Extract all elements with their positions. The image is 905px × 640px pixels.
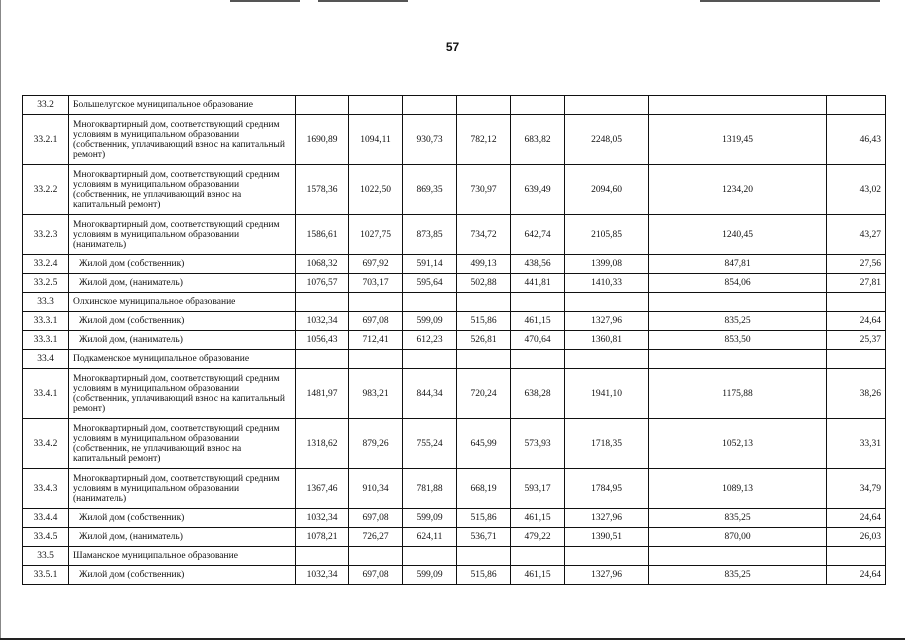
value-cell: 34,79 — [827, 469, 886, 509]
value-cell: 1586,61 — [296, 215, 349, 255]
table-row — [23, 165, 886, 215]
value-cell: 683,82 — [511, 115, 565, 165]
table-row — [23, 312, 886, 331]
value-cell — [403, 96, 457, 115]
value-cell: 1032,34 — [296, 509, 349, 528]
value-cell: 43,02 — [827, 165, 886, 215]
value-cell: 835,25 — [649, 509, 827, 528]
housing-type: Жилой дом (собственник) — [69, 312, 296, 331]
value-cell: 1068,32 — [296, 255, 349, 274]
row-code: 33.2.1 — [23, 115, 69, 165]
value-cell: 668,19 — [457, 469, 511, 509]
value-cell: 726,27 — [349, 528, 403, 547]
section-row — [23, 350, 886, 369]
value-cell: 536,71 — [457, 528, 511, 547]
value-cell — [403, 547, 457, 566]
value-cell: 697,08 — [349, 509, 403, 528]
table-row — [23, 215, 886, 255]
page-number: 57 — [445, 40, 460, 54]
value-cell — [349, 293, 403, 312]
value-cell: 853,50 — [649, 331, 827, 350]
value-cell: 930,73 — [403, 115, 457, 165]
municipality-name: Большелугское муниципальное образование — [69, 96, 296, 115]
table-row — [23, 331, 886, 350]
value-cell: 438,56 — [511, 255, 565, 274]
value-cell: 835,25 — [649, 566, 827, 585]
value-cell: 1240,45 — [649, 215, 827, 255]
value-cell — [349, 547, 403, 566]
value-cell — [827, 547, 886, 566]
value-cell: 782,12 — [457, 115, 511, 165]
housing-type: Жилой дом (собственник) — [69, 566, 296, 585]
tariff-table — [22, 95, 886, 585]
value-cell: 910,34 — [349, 469, 403, 509]
value-cell — [511, 350, 565, 369]
row-code: 33.3.1 — [23, 312, 69, 331]
value-cell: 27,81 — [827, 274, 886, 293]
table-row — [23, 509, 886, 528]
value-cell: 1078,21 — [296, 528, 349, 547]
value-cell: 703,17 — [349, 274, 403, 293]
value-cell: 755,24 — [403, 419, 457, 469]
value-cell: 1784,95 — [565, 469, 649, 509]
value-cell — [296, 350, 349, 369]
page-left-edge — [0, 0, 1, 640]
value-cell: 1327,96 — [565, 509, 649, 528]
municipality-name: Шаманское муниципальное образование — [69, 547, 296, 566]
value-cell: 1360,81 — [565, 331, 649, 350]
row-code: 33.4.4 — [23, 509, 69, 528]
housing-type: Многоквартирный дом, соответствующий средним условиям в муниципальном образовании (наниматель) — [69, 469, 296, 509]
value-cell — [511, 293, 565, 312]
value-cell: 502,88 — [457, 274, 511, 293]
value-cell: 479,22 — [511, 528, 565, 547]
row-code: 33.2.3 — [23, 215, 69, 255]
table-row — [23, 274, 886, 293]
value-cell: 1318,62 — [296, 419, 349, 469]
value-cell: 1022,50 — [349, 165, 403, 215]
value-cell: 1690,89 — [296, 115, 349, 165]
table-row — [23, 528, 886, 547]
top-fragment-line — [230, 0, 300, 2]
value-cell: 573,93 — [511, 419, 565, 469]
value-cell: 870,00 — [649, 528, 827, 547]
value-cell: 1089,13 — [649, 469, 827, 509]
value-cell: 461,15 — [511, 312, 565, 331]
value-cell: 1175,88 — [649, 369, 827, 419]
value-cell: 1481,97 — [296, 369, 349, 419]
value-cell: 599,09 — [403, 566, 457, 585]
value-cell: 642,74 — [511, 215, 565, 255]
value-cell: 730,97 — [457, 165, 511, 215]
row-code: 33.2 — [23, 96, 69, 115]
municipality-name: Подкаменское муниципальное образование — [69, 350, 296, 369]
row-code: 33.2.4 — [23, 255, 69, 274]
value-cell: 1399,08 — [565, 255, 649, 274]
value-cell: 1027,75 — [349, 215, 403, 255]
value-cell — [349, 350, 403, 369]
value-cell — [565, 293, 649, 312]
value-cell: 781,88 — [403, 469, 457, 509]
value-cell: 24,64 — [827, 509, 886, 528]
housing-type: Жилой дом, (наниматель) — [69, 274, 296, 293]
value-cell: 24,64 — [827, 312, 886, 331]
value-cell: 1319,45 — [649, 115, 827, 165]
value-cell: 1367,46 — [296, 469, 349, 509]
value-cell: 1032,34 — [296, 312, 349, 331]
value-cell: 1056,43 — [296, 331, 349, 350]
value-cell: 869,35 — [403, 165, 457, 215]
value-cell: 441,81 — [511, 274, 565, 293]
value-cell: 515,86 — [457, 509, 511, 528]
value-cell: 2105,85 — [565, 215, 649, 255]
value-cell: 593,17 — [511, 469, 565, 509]
value-cell: 46,43 — [827, 115, 886, 165]
value-cell: 515,86 — [457, 312, 511, 331]
row-code: 33.2.5 — [23, 274, 69, 293]
table-row — [23, 566, 886, 585]
value-cell — [565, 350, 649, 369]
value-cell: 591,14 — [403, 255, 457, 274]
value-cell: 1032,34 — [296, 566, 349, 585]
value-cell: 599,09 — [403, 509, 457, 528]
value-cell — [457, 293, 511, 312]
value-cell — [511, 547, 565, 566]
section-row — [23, 547, 886, 566]
row-code: 33.4.2 — [23, 419, 69, 469]
value-cell — [457, 350, 511, 369]
value-cell: 25,37 — [827, 331, 886, 350]
housing-type: Многоквартирный дом, соответствующий средним условиям в муниципальном образовании (наниматель) — [69, 215, 296, 255]
value-cell: 461,15 — [511, 566, 565, 585]
value-cell: 854,06 — [649, 274, 827, 293]
value-cell: 697,08 — [349, 566, 403, 585]
value-cell — [649, 293, 827, 312]
value-cell — [296, 547, 349, 566]
value-cell: 43,27 — [827, 215, 886, 255]
row-code: 33.4.3 — [23, 469, 69, 509]
value-cell — [403, 293, 457, 312]
value-cell: 26,03 — [827, 528, 886, 547]
value-cell — [565, 547, 649, 566]
value-cell: 2248,05 — [565, 115, 649, 165]
value-cell — [649, 547, 827, 566]
row-code: 33.2.2 — [23, 165, 69, 215]
value-cell: 1718,35 — [565, 419, 649, 469]
row-code: 33.4 — [23, 350, 69, 369]
value-cell: 461,15 — [511, 509, 565, 528]
value-cell: 639,49 — [511, 165, 565, 215]
value-cell: 1094,11 — [349, 115, 403, 165]
value-cell: 1327,96 — [565, 312, 649, 331]
value-cell: 1941,10 — [565, 369, 649, 419]
value-cell: 1390,51 — [565, 528, 649, 547]
value-cell: 595,64 — [403, 274, 457, 293]
value-cell: 720,24 — [457, 369, 511, 419]
value-cell — [296, 293, 349, 312]
value-cell — [511, 96, 565, 115]
value-cell: 645,99 — [457, 419, 511, 469]
value-cell: 1076,57 — [296, 274, 349, 293]
value-cell: 624,11 — [403, 528, 457, 547]
table-row — [23, 419, 886, 469]
value-cell — [827, 350, 886, 369]
value-cell — [457, 547, 511, 566]
value-cell — [457, 96, 511, 115]
housing-type: Многоквартирный дом, соответствующий средним условиям в муниципальном образовании (собственник, не уплачивающий взнос на капитальный ремонт) — [69, 419, 296, 469]
row-code: 33.5 — [23, 547, 69, 566]
value-cell: 734,72 — [457, 215, 511, 255]
value-cell: 33,31 — [827, 419, 886, 469]
table-row — [23, 369, 886, 419]
value-cell: 499,13 — [457, 255, 511, 274]
value-cell: 879,26 — [349, 419, 403, 469]
value-cell — [827, 96, 886, 115]
housing-type: Жилой дом, (наниматель) — [69, 331, 296, 350]
value-cell: 844,34 — [403, 369, 457, 419]
value-cell — [827, 293, 886, 312]
value-cell: 526,81 — [457, 331, 511, 350]
value-cell: 515,86 — [457, 566, 511, 585]
value-cell: 612,23 — [403, 331, 457, 350]
value-cell — [349, 96, 403, 115]
row-code: 33.5.1 — [23, 566, 69, 585]
value-cell: 27,56 — [827, 255, 886, 274]
value-cell — [296, 96, 349, 115]
row-code: 33.4.5 — [23, 528, 69, 547]
row-code: 33.3.1 — [23, 331, 69, 350]
housing-type: Жилой дом, (наниматель) — [69, 528, 296, 547]
table-row — [23, 255, 886, 274]
housing-type: Многоквартирный дом, соответствующий средним условиям в муниципальном образовании (собственник, уплачивающий взнос на капитальный ремонт) — [69, 369, 296, 419]
top-fragment-line — [318, 0, 408, 2]
section-row — [23, 96, 886, 115]
value-cell: 638,28 — [511, 369, 565, 419]
value-cell: 1578,36 — [296, 165, 349, 215]
value-cell: 1234,20 — [649, 165, 827, 215]
value-cell — [403, 350, 457, 369]
housing-type: Многоквартирный дом, соответствующий средним условиям в муниципальном образовании (собственник, не уплачивающий взнос на капитальный ремонт) — [69, 165, 296, 215]
table-row — [23, 469, 886, 509]
section-row — [23, 293, 886, 312]
value-cell: 2094,60 — [565, 165, 649, 215]
value-cell — [649, 96, 827, 115]
value-cell: 1052,13 — [649, 419, 827, 469]
housing-type: Жилой дом (собственник) — [69, 509, 296, 528]
value-cell: 697,92 — [349, 255, 403, 274]
value-cell: 697,08 — [349, 312, 403, 331]
housing-type: Жилой дом (собственник) — [69, 255, 296, 274]
row-code: 33.3 — [23, 293, 69, 312]
value-cell: 873,85 — [403, 215, 457, 255]
row-code: 33.4.1 — [23, 369, 69, 419]
value-cell: 847,81 — [649, 255, 827, 274]
value-cell: 1327,96 — [565, 566, 649, 585]
value-cell: 983,21 — [349, 369, 403, 419]
value-cell: 1410,33 — [565, 274, 649, 293]
value-cell: 470,64 — [511, 331, 565, 350]
table-row — [23, 115, 886, 165]
value-cell: 599,09 — [403, 312, 457, 331]
housing-type: Многоквартирный дом, соответствующий средним условиям в муниципальном образовании (собственник, уплачивающий взнос на капитальный ремонт) — [69, 115, 296, 165]
value-cell: 835,25 — [649, 312, 827, 331]
municipality-name: Олхинское муниципальное образование — [69, 293, 296, 312]
top-fragment-line — [700, 0, 880, 2]
value-cell: 712,41 — [349, 331, 403, 350]
value-cell: 24,64 — [827, 566, 886, 585]
value-cell — [565, 96, 649, 115]
value-cell — [649, 350, 827, 369]
value-cell: 38,26 — [827, 369, 886, 419]
